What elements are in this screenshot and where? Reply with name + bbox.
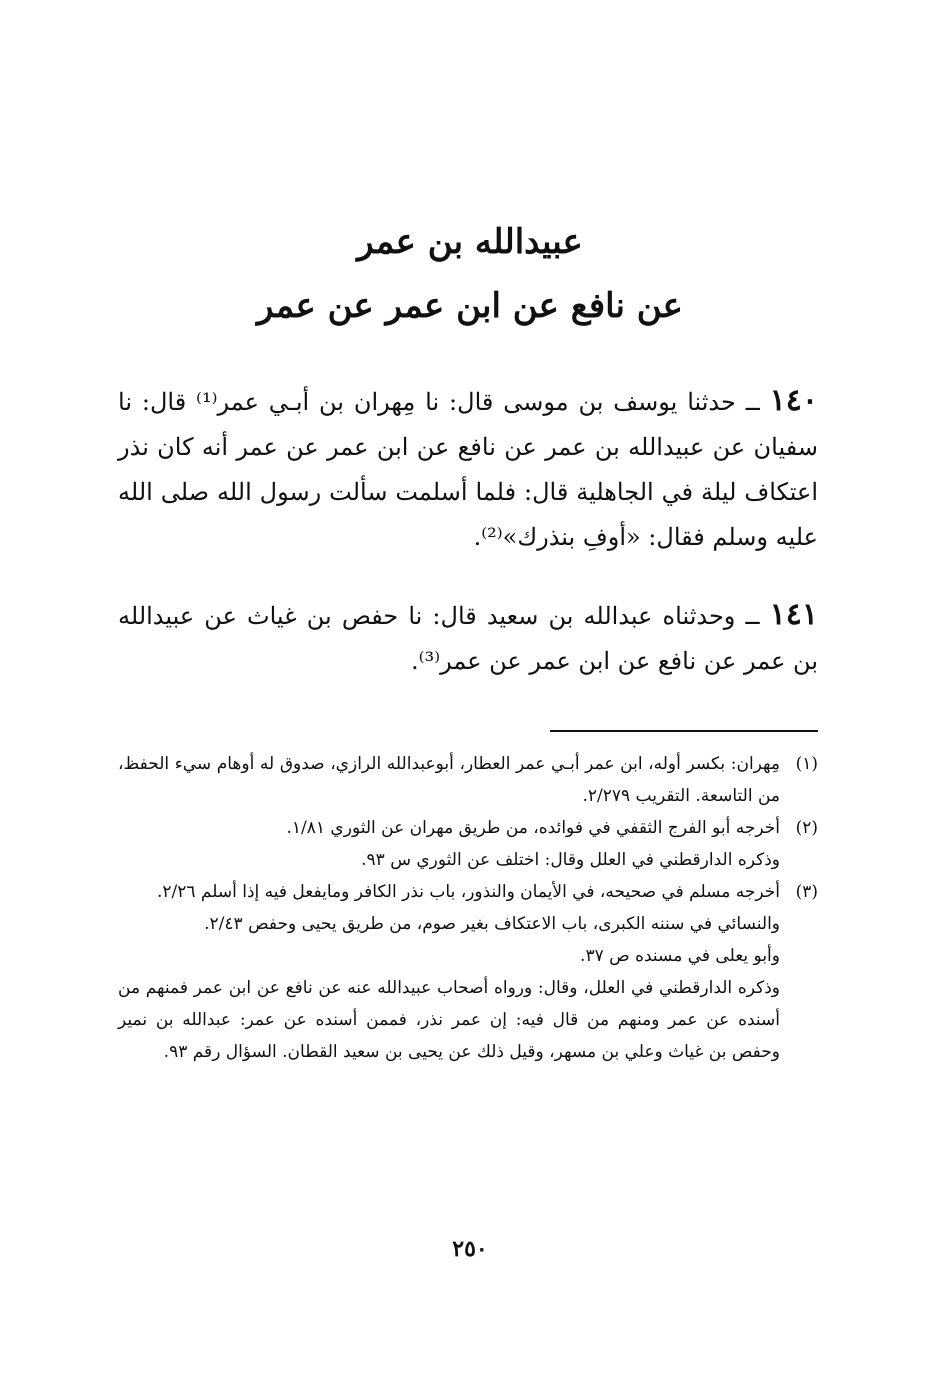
footnote-line: أخرجه مسلم في صحيحه، في الأيمان والنذور، باب نذر الكافر ومايفعل فيه إذا أسلم ٢/٢٦. <box>156 882 780 902</box>
footnote-line: مِهران: بكسر أوله، ابن عمر أبـي عمر العطار، أبوعبدالله الرازي، صدوق له أوهام سيء الحفظ، من التاسعة. التقريب ٢/٢٧٩. <box>118 754 780 806</box>
footnote-body <box>118 876 780 1068</box>
chapter-title: عبيدالله بن عمر <box>357 222 583 262</box>
page-number: ٢٥٠ <box>452 1236 488 1262</box>
footnote-marker: (٢) <box>795 818 818 838</box>
footnote-marker: (٣) <box>795 882 818 902</box>
footnote-3 <box>118 876 818 1068</box>
footnotes <box>118 748 818 1068</box>
footnote-marker: (١) <box>795 754 818 774</box>
hadith-number: ١٤٠ <box>769 383 819 418</box>
chapter-subtitle: عن نافع عن ابن عمر عن عمر <box>257 286 683 326</box>
footnote-divider <box>550 730 818 732</box>
footnote-line: وأبو يعلى في مسنده ص ٣٧. <box>580 946 780 966</box>
footnote-line: وذكره الدارقطني في العلل، وقال: ورواه أصحاب عبيدالله عنه عن نافع عن ابن عمر فمنهم من أسنده عن عمر ومنهم من قال فيه: إن عمر نذر، فممن أسنده عن عمر: عبدالله بن نمير وحفص بن غياث وعلي بن مسهر، وقيل ذلك عن يحيى بن سعيد القطان. السؤال رقم ٩٣. <box>118 978 780 1062</box>
footnote-body <box>118 812 780 876</box>
footnote-body <box>118 748 780 812</box>
hadith-text: ــ وحدثناه عبدالله بن سعيد قال: نا حفص بن غياث عن عبيدالله بن عمر عن نافع عن ابن عمر عن عمر⁽³⁾. <box>118 602 818 675</box>
footnote-2 <box>118 812 818 876</box>
chapter-headings <box>0 210 940 338</box>
hadith-section <box>118 378 818 684</box>
footnote-line: أخرجه أبو الفرج الثقفي في فوائده، من طريق مهران عن الثوري ١/٨١. <box>286 818 780 838</box>
hadith-paragraph <box>118 592 818 684</box>
footnote-line: وذكره الدارقطني في العلل وقال: اختلف عن الثوري س ٩٣. <box>361 850 780 870</box>
hadith-text: ــ حدثنا يوسف بن موسى قال: نا مِهران بن أبـي عمر⁽¹⁾ قال: نا سفيان عن عبيدالله بن عمر عن نافع عن ابن عمر عن عمر أنه كان نذر اعتكاف ليلة في الجاهلية قال: فلما أسلمت سألت رسول الله صلى الله عليه وسلم فقال: «أوفِ بنذرك»⁽²⁾. <box>118 388 818 551</box>
footnote-line: والنسائي في سننه الكبرى، باب الاعتكاف بغير صوم، من طريق يحيى وحفص ٢/٤٣. <box>204 914 780 934</box>
footnote-1 <box>118 748 818 812</box>
hadith-paragraph <box>118 378 818 560</box>
hadith-number: ١٤١ <box>769 597 818 632</box>
